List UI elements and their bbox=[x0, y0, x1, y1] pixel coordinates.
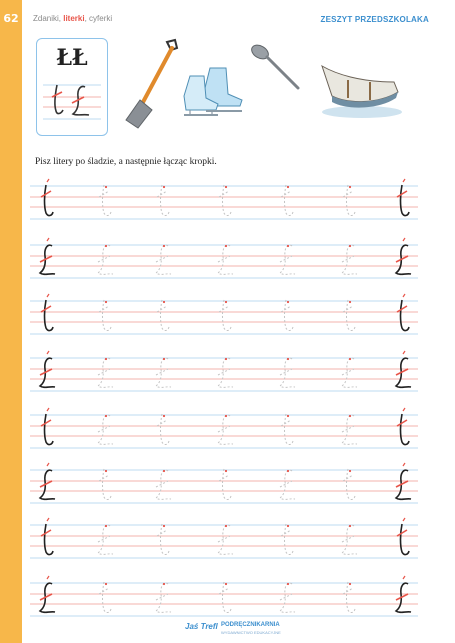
letter-L-stroke bbox=[397, 191, 407, 197]
letter-L-stroke bbox=[41, 191, 51, 197]
letter-capital-L-stroke bbox=[98, 369, 110, 375]
start-dot bbox=[225, 525, 227, 527]
letter-capital-L-stroke bbox=[342, 536, 354, 542]
start-dot bbox=[163, 415, 165, 417]
letter-capital-L-stroke bbox=[98, 536, 110, 542]
letter-L-trace bbox=[161, 524, 170, 555]
direction-arrow bbox=[47, 518, 49, 521]
letter-capital-L-trace bbox=[342, 525, 357, 554]
section-title-part2: , cyferki bbox=[84, 14, 113, 23]
letter-L-trace bbox=[161, 414, 170, 445]
start-dot bbox=[105, 358, 107, 360]
letter-capital-L-trace bbox=[40, 358, 55, 387]
start-dot bbox=[287, 358, 289, 360]
letter-capital-L-trace bbox=[218, 245, 233, 274]
letter-L-trace bbox=[223, 582, 232, 613]
letter-capital-L-stroke bbox=[218, 256, 230, 262]
letter-L-trace bbox=[401, 185, 410, 216]
letter-L-trace bbox=[285, 524, 294, 555]
letter-L-stroke bbox=[99, 191, 109, 197]
start-dot bbox=[163, 583, 165, 585]
letter-capital-L-trace bbox=[280, 245, 295, 274]
direction-arrow bbox=[403, 576, 405, 579]
letter-L-trace bbox=[285, 414, 294, 445]
letter-capital-L-stroke bbox=[342, 369, 354, 375]
start-dot bbox=[225, 415, 227, 417]
letter-capital-L-trace bbox=[156, 583, 171, 612]
start-dot bbox=[349, 358, 351, 360]
letter-L-stroke bbox=[343, 475, 353, 481]
letter-capital-L-trace bbox=[156, 470, 171, 499]
direction-arrow bbox=[403, 179, 405, 182]
start-dot bbox=[225, 301, 227, 303]
letter-L-stroke bbox=[281, 420, 291, 426]
start-dot bbox=[287, 583, 289, 585]
letter-L-trace bbox=[347, 469, 356, 500]
start-dot bbox=[287, 525, 289, 527]
letter-capital-L-trace bbox=[40, 470, 55, 499]
start-dot bbox=[349, 525, 351, 527]
start-dot bbox=[105, 186, 107, 188]
letter-L-trace bbox=[103, 185, 112, 216]
exercise-instruction: Pisz litery po śladzie, a następnie łącząc kropki. bbox=[35, 157, 217, 167]
letter-L-trace bbox=[347, 185, 356, 216]
letter-L-stroke bbox=[99, 588, 109, 594]
letter-capital-L-trace bbox=[396, 358, 411, 387]
letter-L-stroke bbox=[219, 191, 229, 197]
letter-capital-L-trace bbox=[218, 415, 233, 444]
start-dot bbox=[163, 358, 165, 360]
start-dot bbox=[163, 245, 165, 247]
direction-arrow bbox=[47, 294, 49, 297]
start-dot bbox=[105, 245, 107, 247]
letter-capital-L-stroke bbox=[156, 369, 168, 375]
letter-capital-L-trace bbox=[218, 525, 233, 554]
letter-capital-L-stroke bbox=[218, 369, 230, 375]
letter-capital-L-trace bbox=[342, 245, 357, 274]
start-dot bbox=[349, 186, 351, 188]
letter-L-stroke bbox=[219, 306, 229, 312]
letter-L-stroke bbox=[41, 306, 51, 312]
start-dot bbox=[225, 470, 227, 472]
direction-arrow bbox=[47, 576, 49, 579]
publisher-tagline: WYDAWNICTWO EDUKACYJNE bbox=[221, 630, 281, 635]
letter-capital-L-trace bbox=[396, 245, 411, 274]
direction-arrow bbox=[403, 518, 405, 521]
start-dot bbox=[163, 301, 165, 303]
letter-L-trace bbox=[103, 469, 112, 500]
start-dot bbox=[349, 415, 351, 417]
letter-capital-L-trace bbox=[98, 245, 113, 274]
letter-L-stroke bbox=[157, 530, 167, 536]
letter-capital-L-stroke bbox=[98, 256, 110, 262]
letter-capital-L-trace bbox=[98, 525, 113, 554]
letter-L-trace bbox=[161, 185, 170, 216]
direction-arrow bbox=[403, 294, 405, 297]
letter-capital-L-trace bbox=[342, 358, 357, 387]
direction-arrow bbox=[47, 238, 49, 241]
letter-L-trace bbox=[223, 469, 232, 500]
letter-L-stroke bbox=[343, 191, 353, 197]
letter-L-stroke bbox=[157, 191, 167, 197]
letter-L-trace bbox=[103, 300, 112, 331]
start-dot bbox=[349, 301, 351, 303]
letter-L-trace bbox=[223, 185, 232, 216]
letter-capital-L-trace bbox=[280, 470, 295, 499]
letter-L-trace bbox=[401, 524, 410, 555]
letter-L-stroke bbox=[397, 420, 407, 426]
letter-capital-L-trace bbox=[218, 358, 233, 387]
letter-capital-L-stroke bbox=[280, 256, 292, 262]
letter-capital-L-stroke bbox=[156, 594, 168, 600]
letter-capital-L-stroke bbox=[342, 256, 354, 262]
letter-L-trace bbox=[347, 582, 356, 613]
page-number: 62 bbox=[3, 12, 19, 25]
letter-L-stroke bbox=[281, 306, 291, 312]
start-dot bbox=[225, 583, 227, 585]
start-dot bbox=[225, 358, 227, 360]
start-dot bbox=[287, 186, 289, 188]
letter-capital-L-stroke bbox=[342, 426, 354, 432]
letter-capital-L-stroke bbox=[218, 536, 230, 542]
letter-L-stroke bbox=[41, 530, 51, 536]
letter-L-trace bbox=[223, 300, 232, 331]
letter-L-trace bbox=[161, 300, 170, 331]
letter-L-trace bbox=[45, 414, 54, 445]
direction-arrow bbox=[403, 351, 405, 354]
publisher-brand: PODRĘCZNIKARNIA bbox=[221, 622, 280, 628]
letter-capital-L-trace bbox=[98, 415, 113, 444]
section-title-highlight: literki bbox=[63, 14, 85, 23]
start-dot bbox=[163, 470, 165, 472]
direction-arrow bbox=[47, 351, 49, 354]
letter-capital-L-stroke bbox=[280, 369, 292, 375]
letter-card-title: ŁŁ bbox=[56, 45, 88, 71]
letter-L-stroke bbox=[281, 191, 291, 197]
letter-L-stroke bbox=[99, 475, 109, 481]
direction-arrow bbox=[403, 408, 405, 411]
start-dot bbox=[163, 525, 165, 527]
letter-L-stroke bbox=[219, 588, 229, 594]
start-dot bbox=[225, 186, 227, 188]
letter-capital-L-stroke bbox=[156, 256, 168, 262]
letter-capital-L-stroke bbox=[98, 426, 110, 432]
start-dot bbox=[287, 301, 289, 303]
letter-L-trace bbox=[285, 300, 294, 331]
start-dot bbox=[105, 415, 107, 417]
letter-capital-L-trace bbox=[280, 583, 295, 612]
letter-L-stroke bbox=[397, 530, 407, 536]
letter-L-trace bbox=[103, 582, 112, 613]
letter-capital-L-trace bbox=[40, 583, 55, 612]
letter-L-trace bbox=[347, 300, 356, 331]
direction-arrow bbox=[403, 463, 405, 466]
letter-capital-L-trace bbox=[98, 358, 113, 387]
letter-L-stroke bbox=[397, 306, 407, 312]
start-dot bbox=[349, 245, 351, 247]
start-dot bbox=[349, 470, 351, 472]
direction-arrow bbox=[47, 463, 49, 466]
letter-capital-L-trace bbox=[396, 583, 411, 612]
start-dot bbox=[287, 470, 289, 472]
letter-capital-L-trace bbox=[342, 415, 357, 444]
letter-L-stroke bbox=[157, 420, 167, 426]
letter-L-trace bbox=[45, 185, 54, 216]
letter-L-trace bbox=[401, 300, 410, 331]
direction-arrow bbox=[403, 238, 405, 241]
letter-capital-L-stroke bbox=[218, 426, 230, 432]
letter-capital-L-stroke bbox=[280, 594, 292, 600]
direction-arrow bbox=[47, 179, 49, 182]
letter-capital-L-trace bbox=[40, 245, 55, 274]
section-title-part1: Zdaniki, bbox=[33, 14, 64, 23]
start-dot bbox=[163, 186, 165, 188]
letter-L-trace bbox=[285, 185, 294, 216]
start-dot bbox=[105, 470, 107, 472]
start-dot bbox=[287, 245, 289, 247]
start-dot bbox=[105, 525, 107, 527]
direction-arrow bbox=[47, 408, 49, 411]
start-dot bbox=[349, 583, 351, 585]
letter-capital-L-stroke bbox=[156, 481, 168, 487]
letter-L-stroke bbox=[281, 530, 291, 536]
letter-L-stroke bbox=[41, 420, 51, 426]
letter-capital-L-trace bbox=[396, 470, 411, 499]
letter-L-trace bbox=[401, 414, 410, 445]
start-dot bbox=[225, 245, 227, 247]
letter-L-stroke bbox=[219, 475, 229, 481]
start-dot bbox=[105, 301, 107, 303]
letter-L-trace bbox=[45, 300, 54, 331]
letter-capital-L-trace bbox=[156, 245, 171, 274]
letter-capital-L-trace bbox=[156, 358, 171, 387]
letter-L-stroke bbox=[99, 306, 109, 312]
start-dot bbox=[287, 415, 289, 417]
letter-L-stroke bbox=[157, 306, 167, 312]
letter-L-stroke bbox=[343, 306, 353, 312]
series-title: ZESZYT PRZEDSZKOLAKA bbox=[320, 15, 429, 24]
letter-L-stroke bbox=[343, 588, 353, 594]
letter-capital-L-trace bbox=[280, 358, 295, 387]
letter-L-trace bbox=[45, 524, 54, 555]
letter-capital-L-stroke bbox=[280, 481, 292, 487]
start-dot bbox=[105, 583, 107, 585]
publisher-logo: Jaś Trefl bbox=[185, 622, 218, 631]
